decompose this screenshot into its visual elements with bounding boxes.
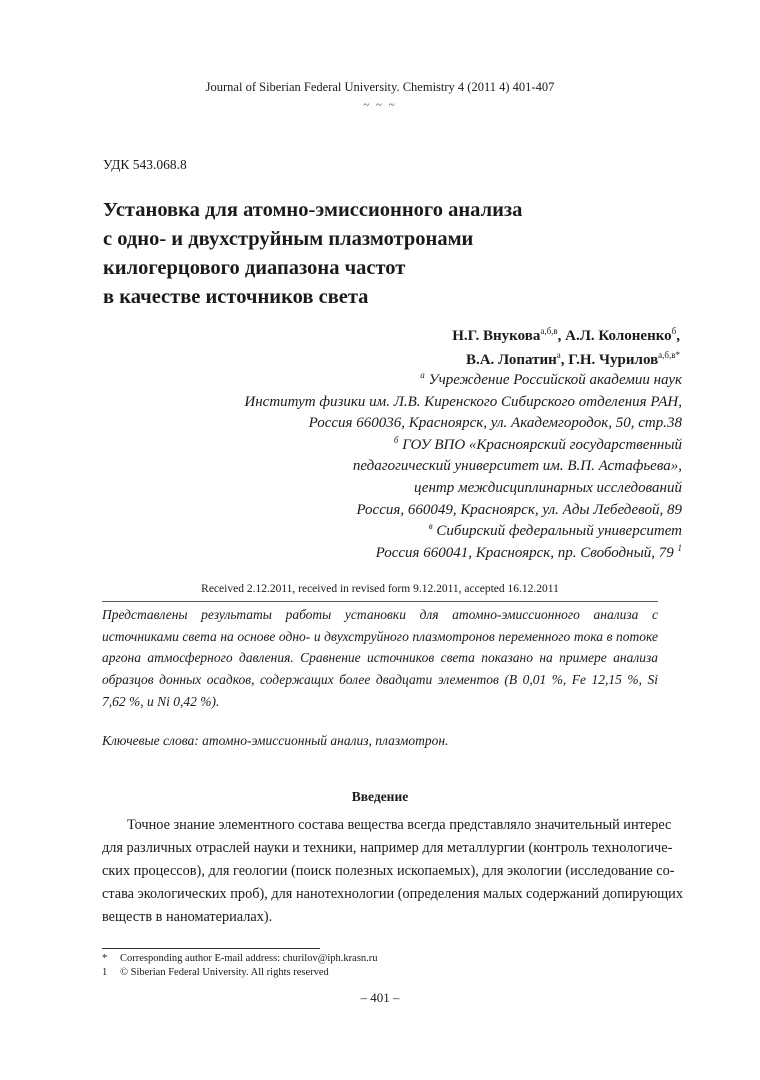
intro-paragraph	[102, 814, 683, 929]
affiliations	[244, 370, 682, 564]
author-sup: а	[556, 350, 561, 360]
author-sup: б	[671, 326, 677, 336]
footnote: 1 © Siberian Federal University. All rights reserved	[102, 967, 329, 978]
affiliation-line: педагогический университет им. В.П. Астафьева»,	[352, 458, 682, 475]
affiliation-line: Россия 660041, Красноярск, пр. Свободный, 79 $^1$	[375, 542, 682, 561]
author-name: В.А. Лопатин	[465, 352, 557, 368]
abstract-line: аргона атмосферного давления. Сравнение источников света показано на примере анализа	[102, 650, 658, 666]
title-line: Установка для атомно-эмиссионного анализа	[103, 199, 523, 221]
author-name: Н.Г. Внукова	[452, 328, 541, 344]
affiliation-line: Россия 660036, Красноярск, ул. Академгородок, 50, стр.38	[308, 415, 682, 432]
abstract-line: источниками света на основе одно- и двухструйного плазмотронов переменного тока в потоке	[102, 628, 658, 644]
title-line: в качестве источников света	[103, 286, 369, 308]
affiliation-line: Россия, 660049, Красноярск, ул. Ады Лебедевой, 89	[356, 501, 682, 518]
author-line: Н.Г. Внукова$^{а,б,в}$, А.Л. Колоненко$^б$,	[452, 326, 680, 344]
received-dates: Received 2.12.2011, received in revised form 9.12.2011, accepted 16.12.2011	[201, 583, 559, 595]
body-line: для различных отраслей науки и техники, например для металлургии (контроль технологиче-	[102, 840, 673, 856]
title-line: с одно- и двухструйным плазмотронами	[103, 228, 474, 250]
abstract-line: 7,62 %, и Ni 0,42 %).	[102, 693, 220, 709]
affiliation-line: $^а$ Учреждение Российской академии наук	[420, 370, 682, 388]
title-line: килогерцового диапазона частот	[103, 257, 406, 279]
author-sup: а,б,в*	[658, 350, 680, 360]
author-list	[452, 324, 680, 372]
abstract-line: образцов донных осадков, содержащих более двадцати элементов (B 0,01 %, Fe 12,15 %, Si	[102, 672, 658, 688]
author-name: А.Л. Колоненко	[565, 328, 672, 344]
keywords: Ключевые слова: атомно-эмиссионный анализ, плазмотрон.	[102, 733, 449, 748]
footnote: * Corresponding author E-mail address: churilov@iph.krasn.ru	[102, 953, 378, 964]
journal-header: Journal of Siberian Federal University. Chemistry 4 (2011 4) 401-407	[205, 80, 555, 94]
author-line: В.А. Лопатин$^а$, Г.Н. Чурилов$^{а,б,в*}$	[465, 350, 680, 368]
body-line: веществ в наноматериалах).	[102, 909, 273, 925]
author-name: Г.Н. Чурилов	[568, 352, 659, 368]
abstract	[102, 604, 658, 713]
section-heading: Введение	[351, 789, 409, 804]
body-line: става экологических проб), для нанотехнологии (определения малых содержаний допирующих	[102, 886, 683, 902]
affiliation-line: $^в$ Сибирский федеральный университет	[428, 521, 682, 540]
header-ornament: ~ ~ ~	[363, 99, 397, 111]
article-title	[103, 196, 663, 312]
udk-code: УДК 543.068.8	[103, 157, 187, 172]
footnote-divider	[102, 948, 320, 949]
author-sup: а,б,в	[540, 326, 558, 336]
abstract-line: Представлены результаты работы установки для атомно-эмиссионного анализа с	[102, 607, 658, 622]
affiliation-line: Институт физики им. Л.В. Киренского Сибирского отделения РАН,	[244, 393, 682, 410]
body-line: Точное знание элементного состава вещества всегда представляло значительный интерес	[127, 817, 672, 833]
body-line: ских процессов), для геологии (поиск полезных ископаемых), для экологии (исследование со-	[102, 863, 675, 879]
affiliation-line: центр междисциплинарных исследований	[413, 479, 682, 496]
divider	[102, 601, 658, 602]
affiliation-line: $^б$ ГОУ ВПО «Красноярский государственный	[393, 434, 682, 453]
page-number: – 401 –	[360, 990, 400, 1005]
